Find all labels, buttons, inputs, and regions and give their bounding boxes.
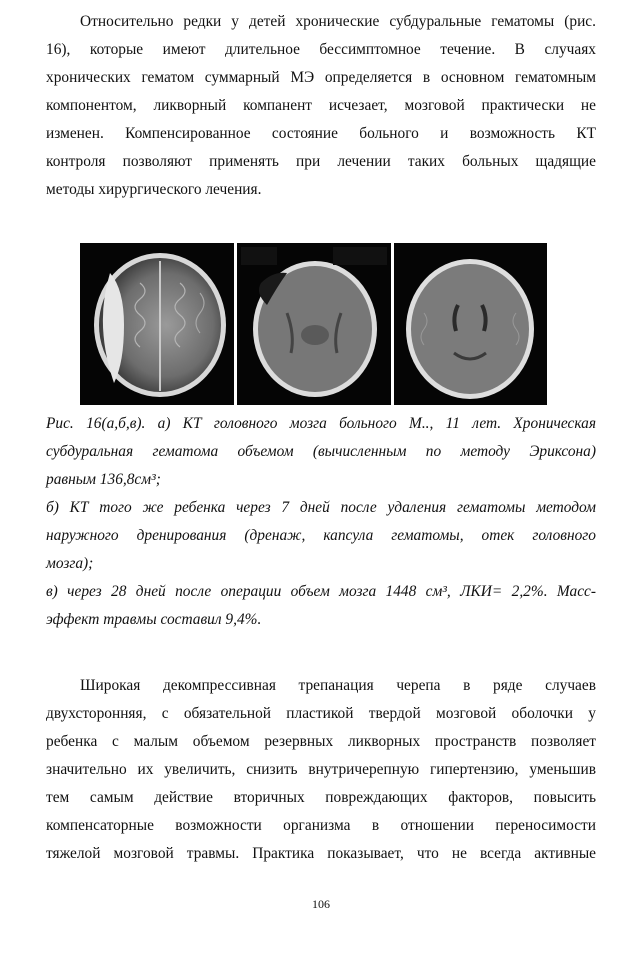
text-line: 16), которые имеют длительное бессимптомное течение. В случаях <box>46 41 596 58</box>
caption-line: наружного дренирования (дренаж, капсула гематомы, отек головного <box>46 527 596 544</box>
paragraph-decompressive-craniotomy <box>46 672 596 868</box>
text-line: ребенка с малым объемом резервных ликворных пространств позволяет <box>46 733 596 750</box>
text-line: Широкая декомпрессивная трепанация черепа в ряде случаев <box>80 677 596 694</box>
caption-line: Рис. 16(а,б,в). а) КТ головного мозга больного М.., 11 лет. Хроническая <box>46 415 596 432</box>
caption-line: мозга); <box>46 555 94 572</box>
caption-line: равным 136,8см³; <box>46 471 161 488</box>
ct-scan-c <box>394 243 547 405</box>
ct-scan-b <box>237 243 391 405</box>
text-line: контроля позволяют применять при лечении таких больных щадящие <box>46 153 596 170</box>
text-line: компенсаторные возможности организма в отношении переносимости <box>46 817 596 834</box>
text-line: хронических гематом суммарный МЭ определяется в основном гематомным <box>46 69 596 86</box>
caption-line: эффект травмы составил 9,4%. <box>46 611 262 628</box>
text-line: изменен. Компенсированное состояние больного и возможность КТ <box>46 125 596 142</box>
paragraph-chronic-hematomas <box>46 8 596 204</box>
caption-line: в) через 28 дней после операции объем мозга 1448 см³, ЛКИ= 2,2%. Масс- <box>46 583 596 600</box>
ct-figure <box>80 243 547 405</box>
caption-line: б) КТ того же ребенка через 7 дней после удаления гематомы методом <box>46 499 596 516</box>
text-line: тяжелой мозговой травмы. Практика показывает, что не всегда активные <box>46 845 596 862</box>
text-line: тем самым действие вторичных повреждающих факторов, повысить <box>46 789 596 806</box>
ct-scan-a <box>80 243 234 405</box>
text-line: Относительно редки у детей хронические субдуральные гематомы (рис. <box>80 13 596 30</box>
text-line: значительно их увеличить, снизить внутричерепную гипертензию, уменьшив <box>46 761 596 778</box>
figure-caption <box>46 410 596 634</box>
text-line: двухсторонняя, с обязательной пластикой твердой мозговой оболочки у <box>46 705 596 722</box>
text-line: методы хирургического лечения. <box>46 181 262 198</box>
caption-line: субдуральная гематома объемом (вычисленным по методу Эриксона) <box>46 443 596 460</box>
text-line: компонентом, ликворный компанент исчезает, мозговой практически не <box>46 97 596 114</box>
page-number: 106 <box>312 897 330 911</box>
